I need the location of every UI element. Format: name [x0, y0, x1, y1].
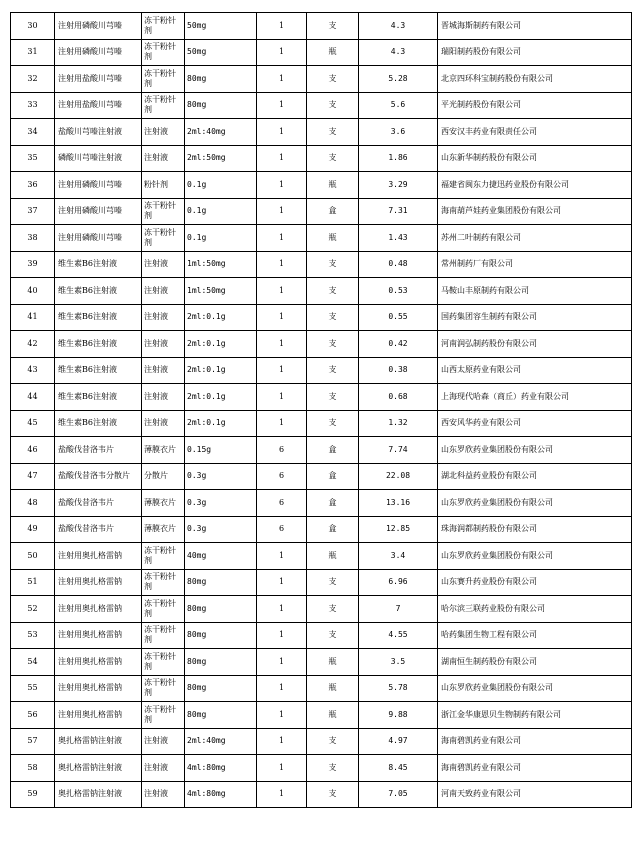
cell-drug-name: 盐酸伐昔洛韦分散片 [55, 463, 142, 490]
cell-drug-name: 注射用奥扎格雷钠 [55, 543, 142, 570]
table-row [11, 66, 632, 93]
cell-specification: 0.3g [185, 490, 257, 517]
cell-dosage-form: 冻干粉针剂 [142, 596, 185, 623]
cell-no: 54 [11, 649, 55, 676]
cell-manufacturer: 山东罗欣药业集团股份有限公司 [438, 543, 632, 570]
table-row [11, 516, 632, 543]
cell-price: 4.55 [359, 622, 438, 649]
cell-specification: 80mg [185, 702, 257, 729]
table-row [11, 119, 632, 146]
cell-specification: 0.15g [185, 437, 257, 464]
cell-price: 0.53 [359, 278, 438, 305]
cell-pack-unit: 支 [307, 357, 359, 384]
cell-price: 6.96 [359, 569, 438, 596]
cell-dosage-form: 薄膜衣片 [142, 437, 185, 464]
table-row [11, 702, 632, 729]
table-row [11, 490, 632, 517]
cell-price: 7.05 [359, 781, 438, 808]
cell-manufacturer: 上海现代哈森（商丘）药业有限公司 [438, 384, 632, 411]
cell-pack-unit: 支 [307, 92, 359, 119]
cell-drug-name: 注射用奥扎格雷钠 [55, 596, 142, 623]
cell-specification: 2ml:40mg [185, 119, 257, 146]
cell-pack-unit: 瓶 [307, 675, 359, 702]
cell-pack-unit: 盒 [307, 516, 359, 543]
table-row [11, 543, 632, 570]
cell-dosage-form: 冻干粉针剂 [142, 702, 185, 729]
cell-specification: 0.1g [185, 198, 257, 225]
cell-pack-unit: 瓶 [307, 543, 359, 570]
cell-drug-name: 盐酸川芎嗪注射液 [55, 119, 142, 146]
cell-pack-quantity: 1 [257, 66, 307, 93]
cell-pack-quantity: 1 [257, 755, 307, 782]
cell-price: 3.29 [359, 172, 438, 199]
cell-pack-unit: 支 [307, 781, 359, 808]
cell-no: 32 [11, 66, 55, 93]
cell-pack-unit: 支 [307, 622, 359, 649]
cell-dosage-form: 注射液 [142, 278, 185, 305]
table-row [11, 13, 632, 40]
cell-price: 22.08 [359, 463, 438, 490]
cell-specification: 0.1g [185, 172, 257, 199]
cell-pack-quantity: 1 [257, 13, 307, 40]
cell-no: 34 [11, 119, 55, 146]
cell-drug-name: 注射用磷酸川芎嗪 [55, 13, 142, 40]
cell-price: 0.42 [359, 331, 438, 358]
cell-price: 0.48 [359, 251, 438, 278]
cell-specification: 0.1g [185, 225, 257, 252]
cell-manufacturer: 晋城海斯制药有限公司 [438, 13, 632, 40]
cell-manufacturer: 山东罗欣药业集团股份有限公司 [438, 675, 632, 702]
cell-no: 38 [11, 225, 55, 252]
cell-pack-unit: 支 [307, 331, 359, 358]
cell-pack-quantity: 6 [257, 516, 307, 543]
cell-specification: 2ml:0.1g [185, 357, 257, 384]
cell-pack-unit: 支 [307, 251, 359, 278]
table-row [11, 755, 632, 782]
cell-no: 36 [11, 172, 55, 199]
cell-pack-quantity: 1 [257, 781, 307, 808]
cell-drug-name: 盐酸伐昔洛韦片 [55, 437, 142, 464]
cell-pack-quantity: 6 [257, 463, 307, 490]
cell-pack-quantity: 1 [257, 384, 307, 411]
cell-specification: 2ml:0.1g [185, 304, 257, 331]
cell-price: 3.5 [359, 649, 438, 676]
cell-dosage-form: 粉针剂 [142, 172, 185, 199]
cell-dosage-form: 冻干粉针剂 [142, 92, 185, 119]
cell-pack-unit: 支 [307, 278, 359, 305]
table-row [11, 675, 632, 702]
cell-dosage-form: 注射液 [142, 384, 185, 411]
cell-pack-unit: 支 [307, 304, 359, 331]
cell-price: 0.68 [359, 384, 438, 411]
cell-price: 7.74 [359, 437, 438, 464]
cell-price: 0.38 [359, 357, 438, 384]
cell-no: 45 [11, 410, 55, 437]
cell-no: 55 [11, 675, 55, 702]
cell-pack-quantity: 1 [257, 543, 307, 570]
cell-manufacturer: 河南润弘制药股份有限公司 [438, 331, 632, 358]
cell-pack-unit: 瓶 [307, 225, 359, 252]
cell-specification: 2ml:0.1g [185, 410, 257, 437]
cell-drug-name: 注射用盐酸川芎嗪 [55, 92, 142, 119]
cell-manufacturer: 国药集团容生制药有限公司 [438, 304, 632, 331]
cell-price: 1.32 [359, 410, 438, 437]
cell-pack-quantity: 1 [257, 92, 307, 119]
cell-pack-unit: 瓶 [307, 172, 359, 199]
cell-pack-quantity: 1 [257, 278, 307, 305]
cell-drug-name: 注射用奥扎格雷钠 [55, 675, 142, 702]
cell-manufacturer: 苏州二叶制药有限公司 [438, 225, 632, 252]
table-row [11, 649, 632, 676]
table-row [11, 145, 632, 172]
table-row [11, 463, 632, 490]
cell-manufacturer: 山东新华制药股份有限公司 [438, 145, 632, 172]
cell-drug-name: 磷酸川芎嗪注射液 [55, 145, 142, 172]
cell-dosage-form: 冻干粉针剂 [142, 66, 185, 93]
cell-pack-quantity: 1 [257, 198, 307, 225]
cell-dosage-form: 注射液 [142, 781, 185, 808]
cell-manufacturer: 瑞阳制药股份有限公司 [438, 39, 632, 66]
cell-price: 8.45 [359, 755, 438, 782]
table-row [11, 622, 632, 649]
cell-no: 42 [11, 331, 55, 358]
cell-no: 33 [11, 92, 55, 119]
cell-no: 57 [11, 728, 55, 755]
cell-pack-unit: 支 [307, 728, 359, 755]
cell-dosage-form: 注射液 [142, 357, 185, 384]
table-row [11, 304, 632, 331]
cell-specification: 80mg [185, 675, 257, 702]
cell-pack-unit: 支 [307, 119, 359, 146]
cell-price: 4.3 [359, 13, 438, 40]
table-row [11, 781, 632, 808]
cell-specification: 0.3g [185, 463, 257, 490]
cell-drug-name: 注射用奥扎格雷钠 [55, 622, 142, 649]
cell-drug-name: 注射用磷酸川芎嗪 [55, 198, 142, 225]
cell-no: 46 [11, 437, 55, 464]
cell-no: 35 [11, 145, 55, 172]
cell-pack-unit: 盒 [307, 437, 359, 464]
cell-pack-quantity: 1 [257, 410, 307, 437]
cell-dosage-form: 冻干粉针剂 [142, 543, 185, 570]
cell-pack-unit: 盒 [307, 490, 359, 517]
cell-drug-name: 注射用奥扎格雷钠 [55, 569, 142, 596]
table-row [11, 225, 632, 252]
cell-pack-quantity: 6 [257, 490, 307, 517]
cell-pack-unit: 盒 [307, 198, 359, 225]
cell-drug-name: 奥扎格雷钠注射液 [55, 781, 142, 808]
cell-drug-name: 奥扎格雷钠注射液 [55, 755, 142, 782]
cell-price: 9.88 [359, 702, 438, 729]
cell-drug-name: 注射用盐酸川芎嗪 [55, 66, 142, 93]
cell-specification: 1ml:50mg [185, 251, 257, 278]
cell-dosage-form: 薄膜衣片 [142, 516, 185, 543]
cell-dosage-form: 注射液 [142, 145, 185, 172]
table-row [11, 251, 632, 278]
cell-manufacturer: 湖南恒生制药股份有限公司 [438, 649, 632, 676]
cell-manufacturer: 山东罗欣药业集团股份有限公司 [438, 437, 632, 464]
drug-price-table-page [10, 12, 631, 808]
cell-dosage-form: 冻干粉针剂 [142, 675, 185, 702]
table-row [11, 357, 632, 384]
cell-pack-quantity: 1 [257, 357, 307, 384]
cell-price: 4.97 [359, 728, 438, 755]
cell-manufacturer: 浙江金华康恩贝生物制药有限公司 [438, 702, 632, 729]
cell-specification: 80mg [185, 92, 257, 119]
cell-no: 47 [11, 463, 55, 490]
cell-specification: 2ml:50mg [185, 145, 257, 172]
cell-specification: 4ml:80mg [185, 755, 257, 782]
cell-manufacturer: 海南碧凯药业有限公司 [438, 728, 632, 755]
cell-no: 30 [11, 13, 55, 40]
cell-manufacturer: 山东罗欣药业集团股份有限公司 [438, 490, 632, 517]
cell-pack-unit: 支 [307, 755, 359, 782]
cell-pack-quantity: 1 [257, 331, 307, 358]
table-row [11, 198, 632, 225]
cell-price: 12.85 [359, 516, 438, 543]
cell-pack-unit: 支 [307, 145, 359, 172]
cell-specification: 1ml:50mg [185, 278, 257, 305]
cell-pack-unit: 瓶 [307, 649, 359, 676]
cell-drug-name: 盐酸伐昔洛韦片 [55, 516, 142, 543]
cell-price: 5.6 [359, 92, 438, 119]
cell-pack-unit: 支 [307, 569, 359, 596]
cell-specification: 4ml:80mg [185, 781, 257, 808]
cell-drug-name: 盐酸伐昔洛韦片 [55, 490, 142, 517]
table-row [11, 39, 632, 66]
cell-price: 5.28 [359, 66, 438, 93]
cell-price: 5.78 [359, 675, 438, 702]
cell-pack-quantity: 1 [257, 622, 307, 649]
cell-specification: 40mg [185, 543, 257, 570]
cell-price: 13.16 [359, 490, 438, 517]
cell-price: 7.31 [359, 198, 438, 225]
cell-manufacturer: 马鞍山丰原制药有限公司 [438, 278, 632, 305]
cell-manufacturer: 山西太原药业有限公司 [438, 357, 632, 384]
cell-pack-unit: 支 [307, 410, 359, 437]
cell-price: 1.86 [359, 145, 438, 172]
cell-manufacturer: 平光制药股份有限公司 [438, 92, 632, 119]
cell-dosage-form: 注射液 [142, 410, 185, 437]
cell-specification: 80mg [185, 649, 257, 676]
cell-pack-quantity: 1 [257, 251, 307, 278]
cell-no: 37 [11, 198, 55, 225]
cell-drug-name: 注射用奥扎格雷钠 [55, 649, 142, 676]
cell-price: 4.3 [359, 39, 438, 66]
cell-pack-quantity: 1 [257, 304, 307, 331]
cell-no: 39 [11, 251, 55, 278]
cell-drug-name: 维生素B6注射液 [55, 278, 142, 305]
cell-manufacturer: 北京四环科宝制药股份有限公司 [438, 66, 632, 93]
cell-manufacturer: 河南天致药业有限公司 [438, 781, 632, 808]
cell-no: 53 [11, 622, 55, 649]
cell-pack-quantity: 1 [257, 569, 307, 596]
cell-no: 52 [11, 596, 55, 623]
cell-dosage-form: 冻干粉针剂 [142, 622, 185, 649]
table-row [11, 331, 632, 358]
cell-dosage-form: 分散片 [142, 463, 185, 490]
table-row [11, 437, 632, 464]
cell-drug-name: 注射用奥扎格雷钠 [55, 702, 142, 729]
cell-drug-name: 奥扎格雷钠注射液 [55, 728, 142, 755]
table-row [11, 92, 632, 119]
cell-price: 1.43 [359, 225, 438, 252]
cell-manufacturer: 海南葫芦娃药业集团股份有限公司 [438, 198, 632, 225]
cell-pack-quantity: 1 [257, 119, 307, 146]
cell-specification: 50mg [185, 13, 257, 40]
cell-specification: 50mg [185, 39, 257, 66]
cell-no: 50 [11, 543, 55, 570]
cell-pack-quantity: 1 [257, 702, 307, 729]
cell-no: 56 [11, 702, 55, 729]
cell-drug-name: 维生素B6注射液 [55, 410, 142, 437]
cell-pack-quantity: 1 [257, 39, 307, 66]
cell-dosage-form: 冻干粉针剂 [142, 225, 185, 252]
cell-no: 31 [11, 39, 55, 66]
cell-pack-quantity: 1 [257, 728, 307, 755]
cell-pack-quantity: 1 [257, 225, 307, 252]
cell-dosage-form: 注射液 [142, 304, 185, 331]
cell-pack-quantity: 1 [257, 145, 307, 172]
cell-manufacturer: 湖北科益药业股份有限公司 [438, 463, 632, 490]
cell-drug-name: 维生素B6注射液 [55, 251, 142, 278]
cell-drug-name: 注射用磷酸川芎嗪 [55, 225, 142, 252]
cell-dosage-form: 注射液 [142, 119, 185, 146]
cell-manufacturer: 哈药集团生物工程有限公司 [438, 622, 632, 649]
cell-dosage-form: 冻干粉针剂 [142, 39, 185, 66]
cell-pack-quantity: 1 [257, 596, 307, 623]
cell-pack-unit: 瓶 [307, 39, 359, 66]
cell-pack-unit: 支 [307, 13, 359, 40]
cell-no: 43 [11, 357, 55, 384]
cell-dosage-form: 冻干粉针剂 [142, 198, 185, 225]
cell-manufacturer: 哈尔滨三联药业股份有限公司 [438, 596, 632, 623]
cell-drug-name: 维生素B6注射液 [55, 331, 142, 358]
cell-manufacturer: 珠海润都制药股份有限公司 [438, 516, 632, 543]
table-row [11, 596, 632, 623]
cell-pack-quantity: 1 [257, 649, 307, 676]
cell-pack-quantity: 6 [257, 437, 307, 464]
cell-specification: 2ml:0.1g [185, 331, 257, 358]
cell-no: 41 [11, 304, 55, 331]
drug-price-table [10, 12, 632, 808]
cell-pack-quantity: 1 [257, 675, 307, 702]
table-row [11, 278, 632, 305]
table-body [11, 13, 632, 808]
cell-dosage-form: 冻干粉针剂 [142, 569, 185, 596]
cell-pack-unit: 支 [307, 596, 359, 623]
cell-specification: 80mg [185, 622, 257, 649]
table-row [11, 172, 632, 199]
cell-dosage-form: 注射液 [142, 755, 185, 782]
cell-no: 49 [11, 516, 55, 543]
cell-no: 59 [11, 781, 55, 808]
cell-manufacturer: 西安风华药业有限公司 [438, 410, 632, 437]
cell-price: 0.55 [359, 304, 438, 331]
cell-price: 3.4 [359, 543, 438, 570]
cell-pack-unit: 盒 [307, 463, 359, 490]
cell-pack-unit: 支 [307, 384, 359, 411]
cell-specification: 0.3g [185, 516, 257, 543]
cell-price: 7 [359, 596, 438, 623]
cell-dosage-form: 注射液 [142, 251, 185, 278]
cell-drug-name: 维生素B6注射液 [55, 304, 142, 331]
cell-specification: 2ml:40mg [185, 728, 257, 755]
cell-dosage-form: 注射液 [142, 728, 185, 755]
cell-manufacturer: 福建省闽东力捷迅药业股份有限公司 [438, 172, 632, 199]
cell-drug-name: 维生素B6注射液 [55, 357, 142, 384]
cell-pack-unit: 瓶 [307, 702, 359, 729]
table-row [11, 410, 632, 437]
cell-manufacturer: 西安汉丰药业有限责任公司 [438, 119, 632, 146]
cell-no: 44 [11, 384, 55, 411]
table-row [11, 569, 632, 596]
cell-dosage-form: 冻干粉针剂 [142, 13, 185, 40]
cell-no: 48 [11, 490, 55, 517]
cell-pack-unit: 支 [307, 66, 359, 93]
cell-specification: 80mg [185, 66, 257, 93]
cell-manufacturer: 山东赛升药业股份有限公司 [438, 569, 632, 596]
cell-specification: 80mg [185, 596, 257, 623]
cell-drug-name: 注射用磷酸川芎嗪 [55, 39, 142, 66]
cell-manufacturer: 海南碧凯药业有限公司 [438, 755, 632, 782]
cell-no: 51 [11, 569, 55, 596]
cell-dosage-form: 注射液 [142, 331, 185, 358]
table-row [11, 384, 632, 411]
cell-dosage-form: 薄膜衣片 [142, 490, 185, 517]
cell-drug-name: 维生素B6注射液 [55, 384, 142, 411]
cell-drug-name: 注射用磷酸川芎嗪 [55, 172, 142, 199]
cell-price: 3.6 [359, 119, 438, 146]
cell-specification: 2ml:0.1g [185, 384, 257, 411]
cell-no: 58 [11, 755, 55, 782]
cell-no: 40 [11, 278, 55, 305]
cell-specification: 80mg [185, 569, 257, 596]
cell-pack-quantity: 1 [257, 172, 307, 199]
cell-dosage-form: 冻干粉针剂 [142, 649, 185, 676]
cell-manufacturer: 常州制药厂有限公司 [438, 251, 632, 278]
table-row [11, 728, 632, 755]
